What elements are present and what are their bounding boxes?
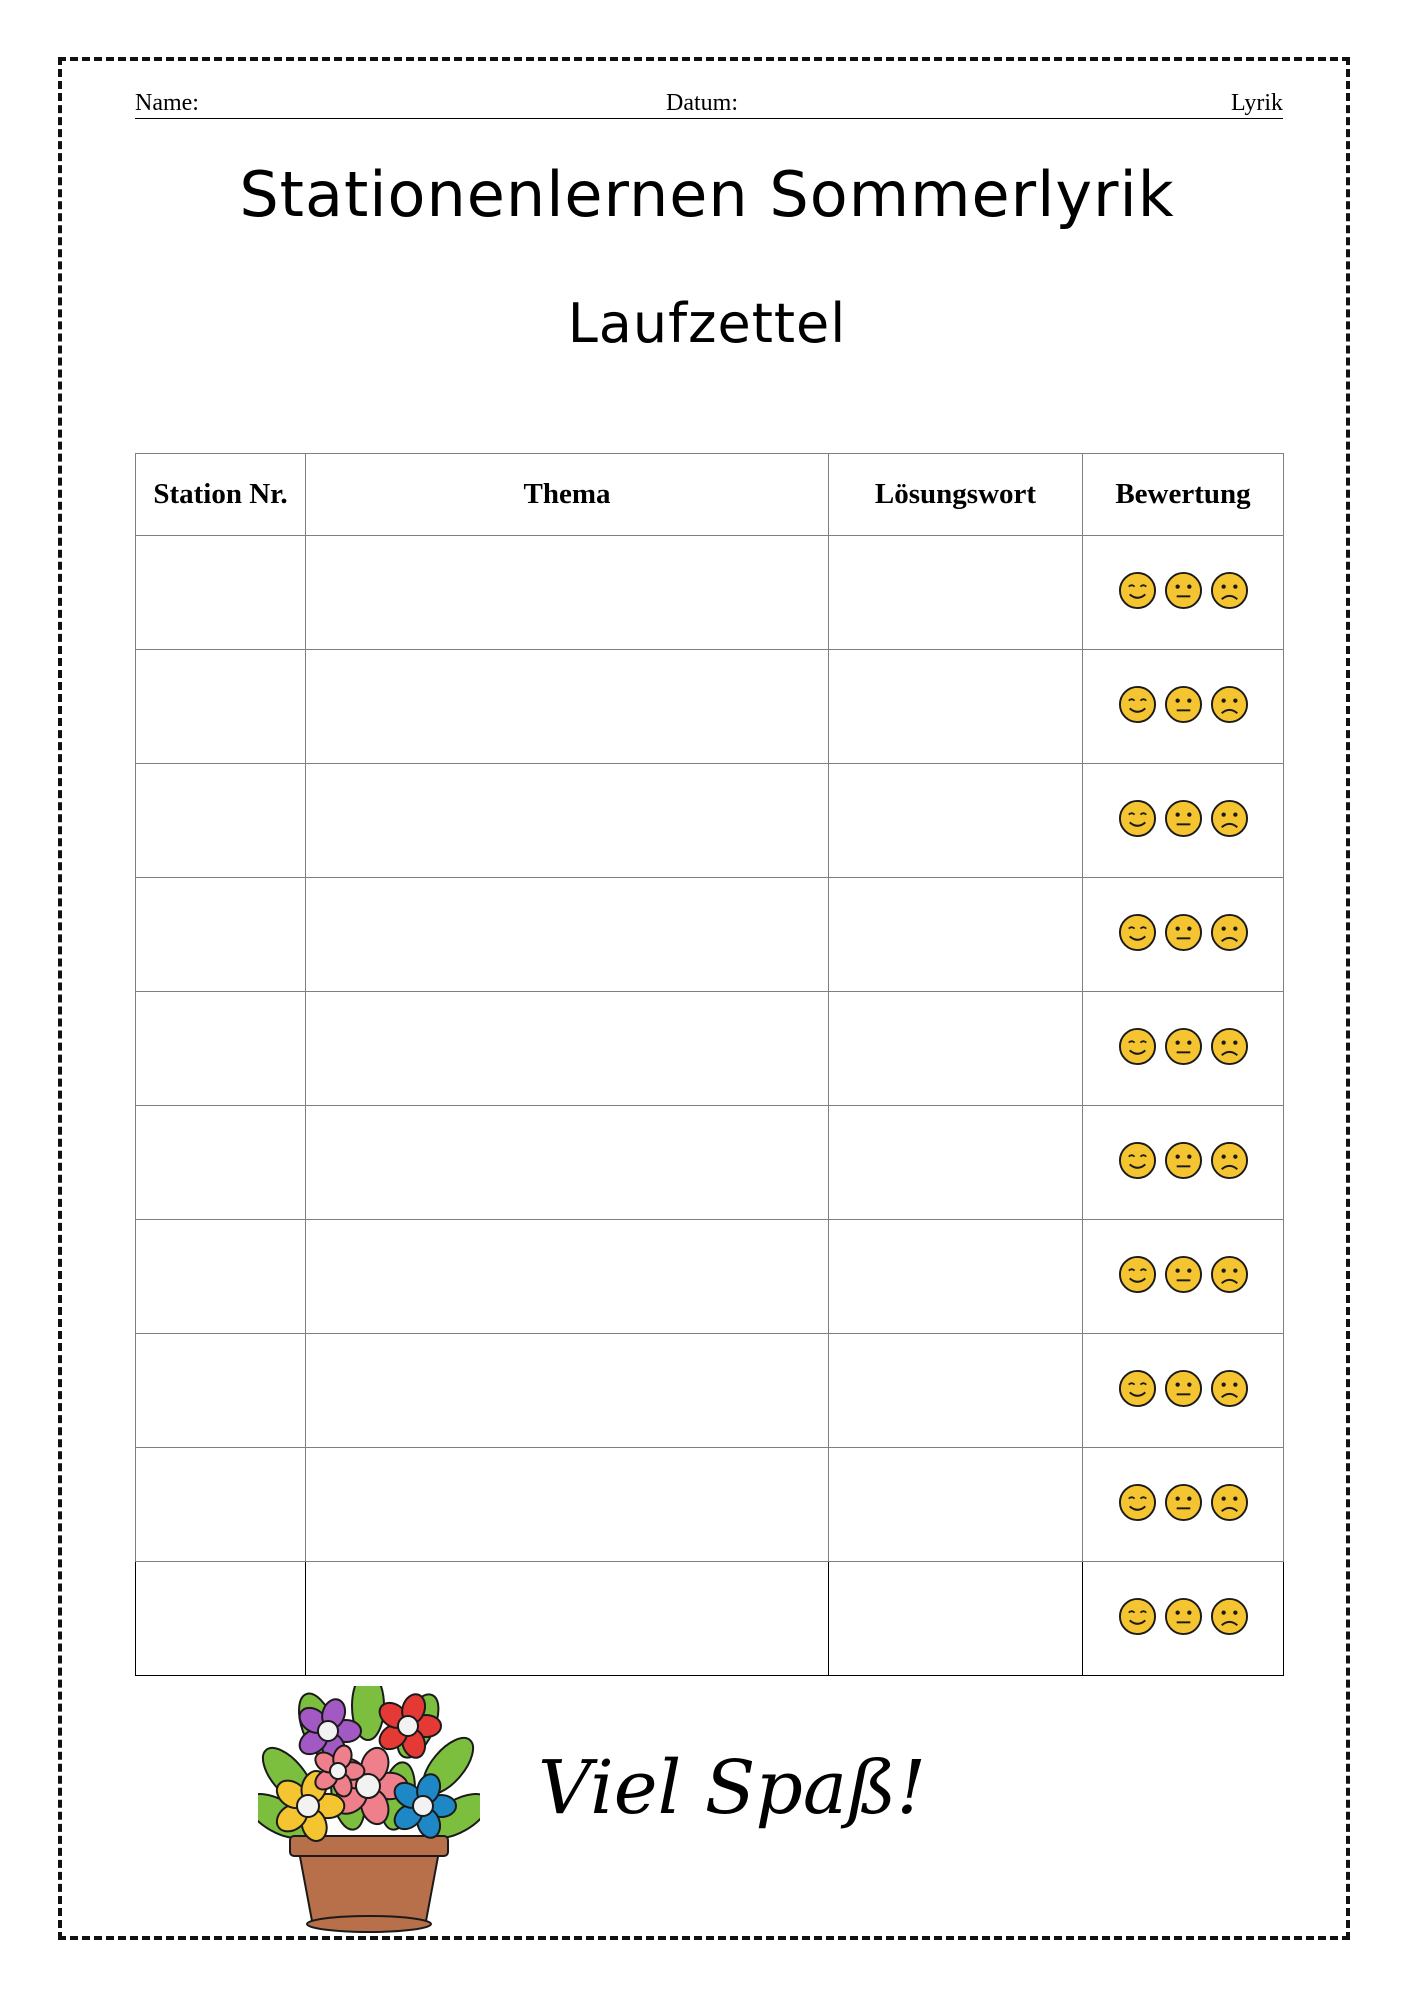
frowning-face-icon[interactable] [1210,1597,1249,1636]
column-header-station: Station Nr. [136,454,306,536]
rating-cell [1083,992,1284,1106]
rating-cell [1083,1562,1284,1676]
smiling-face-icon[interactable] [1118,1483,1157,1522]
frowning-face-icon[interactable] [1210,571,1249,610]
rating-cell [1083,878,1284,992]
rating-faces [1118,1369,1249,1408]
table-row [136,1106,1284,1220]
smiling-face-icon[interactable] [1118,685,1157,724]
rating-cell [1083,1220,1284,1334]
neutral-face-icon[interactable] [1164,571,1203,610]
station-number-cell[interactable] [136,1106,306,1220]
topic-cell[interactable] [306,650,829,764]
solution-word-cell[interactable] [829,878,1083,992]
table-row [136,650,1284,764]
topic-cell[interactable] [306,1334,829,1448]
solution-word-cell[interactable] [829,764,1083,878]
footer-text: Viel Spaß! [538,1745,927,1831]
rating-cell [1083,764,1284,878]
column-header-solution-word: Lösungswort [829,454,1083,536]
smiling-face-icon[interactable] [1118,799,1157,838]
frowning-face-icon[interactable] [1210,1027,1249,1066]
neutral-face-icon[interactable] [1164,799,1203,838]
solution-word-cell[interactable] [829,1448,1083,1562]
rating-faces [1118,799,1249,838]
table-row [136,992,1284,1106]
neutral-face-icon[interactable] [1164,1027,1203,1066]
rating-cell [1083,1106,1284,1220]
rating-faces [1118,1483,1249,1522]
neutral-face-icon[interactable] [1164,1483,1203,1522]
frowning-face-icon[interactable] [1210,1255,1249,1294]
station-number-cell[interactable] [136,650,306,764]
solution-word-cell[interactable] [829,1334,1083,1448]
header-line [135,88,1283,119]
solution-word-cell[interactable] [829,1562,1083,1676]
frowning-face-icon[interactable] [1210,799,1249,838]
frowning-face-icon[interactable] [1210,1369,1249,1408]
solution-word-cell[interactable] [829,536,1083,650]
table-body [136,536,1284,1676]
solution-word-cell[interactable] [829,650,1083,764]
topic-cell[interactable] [306,1562,829,1676]
station-number-cell[interactable] [136,1448,306,1562]
rating-cell [1083,1334,1284,1448]
name-label: Name: [135,90,199,116]
neutral-face-icon[interactable] [1164,913,1203,952]
rating-cell [1083,536,1284,650]
table-header-row [136,454,1284,536]
station-number-cell[interactable] [136,1334,306,1448]
frowning-face-icon[interactable] [1210,913,1249,952]
column-header-rating: Bewertung [1083,454,1284,536]
table-row [136,1448,1284,1562]
station-number-cell[interactable] [136,764,306,878]
solution-word-cell[interactable] [829,992,1083,1106]
table-row [136,878,1284,992]
solution-word-cell[interactable] [829,1220,1083,1334]
smiling-face-icon[interactable] [1118,1597,1157,1636]
solution-word-cell[interactable] [829,1106,1083,1220]
smiling-face-icon[interactable] [1118,1255,1157,1294]
rating-faces [1118,1597,1249,1636]
smiling-face-icon[interactable] [1118,571,1157,610]
neutral-face-icon[interactable] [1164,1597,1203,1636]
station-number-cell[interactable] [136,536,306,650]
rating-faces [1118,571,1249,610]
table-row [136,1220,1284,1334]
topic-cell[interactable] [306,1106,829,1220]
smiling-face-icon[interactable] [1118,1027,1157,1066]
rating-cell [1083,650,1284,764]
table-row [136,1562,1284,1676]
frowning-face-icon[interactable] [1210,1483,1249,1522]
topic-cell[interactable] [306,536,829,650]
topic-cell[interactable] [306,764,829,878]
station-number-cell[interactable] [136,1562,306,1676]
neutral-face-icon[interactable] [1164,1369,1203,1408]
topic-cell[interactable] [306,1220,829,1334]
neutral-face-icon[interactable] [1164,1255,1203,1294]
frowning-face-icon[interactable] [1210,685,1249,724]
neutral-face-icon[interactable] [1164,685,1203,724]
date-label: Datum: [666,90,738,116]
table-row [136,1334,1284,1448]
runsheet-table [135,453,1284,1676]
rating-faces [1118,1027,1249,1066]
flower-pot-illustration [258,1686,480,1936]
table-row [136,536,1284,650]
station-number-cell[interactable] [136,1220,306,1334]
smiling-face-icon[interactable] [1118,1141,1157,1180]
topic-cell[interactable] [306,992,829,1106]
rating-faces [1118,685,1249,724]
station-number-cell[interactable] [136,878,306,992]
smiling-face-icon[interactable] [1118,1369,1157,1408]
topic-cell[interactable] [306,1448,829,1562]
frowning-face-icon[interactable] [1210,1141,1249,1180]
column-header-topic: Thema [306,454,829,536]
rating-cell [1083,1448,1284,1562]
rating-faces [1118,913,1249,952]
subject-label: Lyrik [1231,90,1283,116]
rating-faces [1118,1255,1249,1294]
station-number-cell[interactable] [136,992,306,1106]
rating-faces [1118,1141,1249,1180]
neutral-face-icon[interactable] [1164,1141,1203,1180]
smiling-face-icon[interactable] [1118,913,1157,952]
page-subtitle: Laufzettel [567,292,847,355]
page-title: Stationenlernen Sommerlyrik [239,158,1175,231]
topic-cell[interactable] [306,878,829,992]
table-row [136,764,1284,878]
